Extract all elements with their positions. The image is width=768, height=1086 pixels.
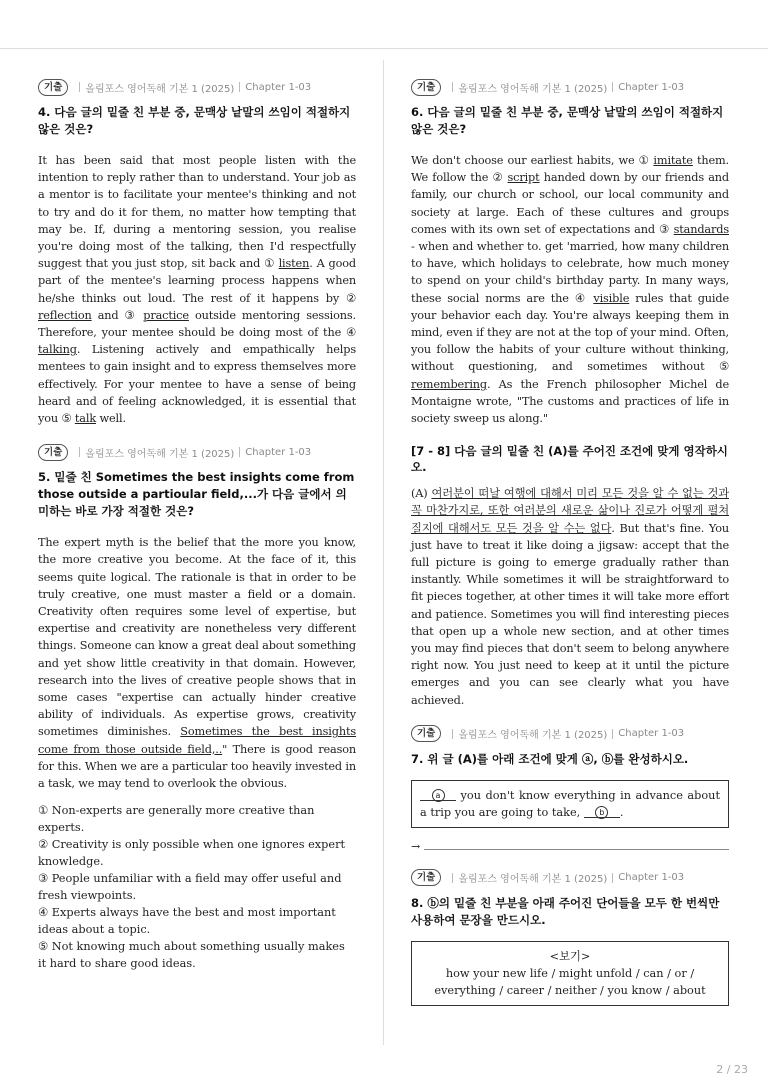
column-divider	[383, 60, 384, 1045]
blank-a[interactable]	[420, 789, 456, 801]
section-heading: [7 - 8] 다음 글의 밑줄 친 (A)를 주어진 조건에 맞게 영작하시오.	[411, 444, 728, 475]
answer-template-box: a you don't know everything in advance about a trip you are going to take, b .	[411, 780, 729, 828]
word-bank-words: how your new life / might unfold / can / or / everything / career / neither / you know / about	[434, 966, 706, 997]
chapter-label: Chapter 1-03	[245, 446, 312, 458]
word-bank-box	[411, 941, 729, 1006]
source-label: 올림포스 영어독해 기본 1 (2025)	[458, 83, 608, 95]
underlined-phrase: Sometimes the best insights come from those outside field,..	[38, 725, 356, 756]
answer-options	[38, 802, 356, 972]
question-title: 8. ⓑ의 밑줄 친 부분을 아래 주어진 단어들을 모두 한 번씩만 사용하여 문장을 만드시오.	[411, 895, 720, 927]
exam-badge: 기출	[411, 869, 441, 886]
left-column	[38, 78, 356, 988]
exam-badge: 기출	[38, 444, 68, 461]
circle-a-marker: a	[432, 789, 445, 802]
question-meta	[411, 78, 729, 96]
question-8	[411, 869, 729, 1006]
question-meta	[411, 725, 729, 743]
question-meta	[38, 443, 356, 461]
question-title: 5. 밑줄 친 Sometimes the best insights come from those outside a partioular field,...가 다음 글에서 의미하는 바로 가장 적절한 것은?	[38, 470, 355, 519]
passage-text: (A) 여러분이 떠날 여행에 대해서 미리 모든 것을 알 수 없는 것과 꼭 마찬가지로, 또한 여러분의 새로운 삶이나 진로가 어떻게 펼쳐질지에 대해서도 모든 것을 알 수는 없다. But that's fine. You just have to treat it like doing a jigsaw: accept that the full picture is going to emerge gradually rather than instantly. While sometimes it will be straightforward to fit pieces together, at other times it will take more effort and patience. Sometimes you will find interesting pieces that open up a whole new section, and at other times you may find pieces that don't seem to belong anywhere right now. You just need to keep at it until the picture emerges and you can see clearly what you have achieved.	[411, 487, 729, 707]
questions-7-8-passage	[411, 443, 729, 709]
question-4	[38, 78, 356, 427]
underlined-word: listen	[278, 257, 310, 271]
chapter-label: Chapter 1-03	[618, 81, 685, 93]
exam-badge: 기출	[411, 79, 441, 96]
question-meta	[38, 78, 356, 96]
arrow-icon: →	[411, 839, 421, 853]
page-number: 2 / 23	[716, 1063, 748, 1076]
source-label: 올림포스 영어독해 기본 1 (2025)	[458, 730, 608, 742]
answer-line[interactable]	[411, 840, 729, 853]
header-rule	[0, 48, 768, 49]
underlined-word: talking	[38, 343, 77, 357]
question-7	[411, 725, 729, 853]
chapter-label: Chapter 1-03	[245, 81, 312, 93]
right-column	[411, 78, 729, 1022]
exam-badge: 기출	[38, 79, 68, 96]
chapter-label: Chapter 1-03	[618, 872, 685, 884]
option-4: ④ Experts always have the best and most important ideas about a topic.	[38, 906, 336, 937]
underlined-word: practice	[143, 308, 189, 322]
underlined-word: reflection	[38, 308, 92, 322]
question-title: 4. 다음 글의 밑줄 친 부분 중, 문맥상 낱말의 쓰임이 적절하지 않은 것은?	[38, 105, 351, 136]
word-bank-title: <보기>	[549, 949, 591, 963]
source-label: 올림포스 영어독해 기본 1 (2025)	[85, 83, 235, 95]
question-5	[38, 443, 356, 972]
source-label: 올림포스 영어독해 기본 1 (2025)	[458, 874, 608, 886]
option-1: ① Non-experts are generally more creative than experts.	[38, 804, 315, 835]
source-label: 올림포스 영어독해 기본 1 (2025)	[85, 448, 235, 460]
option-3: ③ People unfamiliar with a field may offer useful and fresh viewpoints.	[38, 872, 342, 903]
option-2: ② Creativity is only possible when one ignores expert knowledge.	[38, 838, 346, 869]
question-meta	[411, 869, 729, 887]
underlined-word: imitate	[653, 154, 693, 167]
passage-text: We don't choose our earliest habits, we ① imitate them. We follow the ② script handed down by our friends and family, our church or school, our local community and society at large. Each of these cultures and groups comes with its own set of expectations and ③ standards - when and whether to. get 'married, how many children to have, which holidays to celebrate, how much money to spend on your child's birthday party. In many ways, these social norms are the ④ visible rules that guide your behavior each day. You're always keeping them in mind, even if they are not at the top of your mind. Often, you follow the habits of your culture without thinking, without questioning, and sometimes without ⑤ remembering. As the French philosopher Michel de Montaigne wrote, "The customs and practices of life in society sweep us along."	[411, 154, 729, 426]
exam-badge: 기출	[411, 725, 441, 742]
question-title: 6. 다음 글의 밑줄 친 부분 중, 문맥상 낱말의 쓰임이 적절하지 않은 것은?	[411, 105, 724, 136]
underlined-word: standards	[673, 222, 729, 236]
underlined-word: talk	[74, 412, 97, 426]
passage-text: The expert myth is the belief that the more you know, the more creative you become. At the face of it, this seems quite logical. The rationale is that in order to be truly creative, one must master a field or a domain. Creativity often requires some level of expertise, but expertise and creativity are nonetheless very different things. Someone can know a great deal about something and yet show little creativity in that domain. However, research into the lives of creative people shows that in some cases "expertise can actually hinder creative ability of individuals. As expertise grows, creativity sometimes diminishes. Sometimes the best insights come from those outside field,.." There is good reason for this. When we are a particular too heavily invested in a task, we may tend to overlook the obvious.	[38, 536, 356, 791]
chapter-label: Chapter 1-03	[618, 728, 685, 740]
blank-b[interactable]	[584, 806, 620, 818]
option-5: ⑤ Not knowing much about something usually makes it hard to share good ideas.	[38, 940, 345, 971]
passage-text: It has been said that most people listen with the intention to reply rather than to understand. Your job as a mentor is to facilitate your mentee's thinking and not to try and do it for them, no matter how tempting that may be. If, during a mentoring session, you realise you're doing most of the talking, then I'd respectfully suggest that you just stop, sit back and ① listen. A good part of the mentee's learning process happens when he/she thinks out loud. The rest of it happens by ② reflection and ③ practice outside mentoring sessions. Therefore, your mentee should be doing most of the ④ talking. Listening actively and empathically helps mentees to gain insight and to express themselves more effectively. For your mentee to have a sense of being heard and of feeling acknowledged, it is essential that you ⑤ talk well.	[38, 154, 357, 426]
circle-b-marker: b	[595, 806, 608, 819]
underlined-korean: 여러분이 떠날 여행에 대해서 미리 모든 것을 알 수 없는 것과 꼭 마찬가지로, 또한 여러분의 새로운 삶이나 진로가 어떻게 펼쳐질지에 대해서도 모든 것을 알 수는 없다	[411, 487, 729, 535]
underlined-word: visible	[593, 291, 630, 305]
question-title: 7. 위 글 (A)를 아래 조건에 맞게 ⓐ, ⓑ를 완성하시오.	[411, 751, 689, 766]
question-6	[411, 78, 729, 427]
underlined-word: script	[507, 171, 540, 185]
underlined-word: remembering	[411, 377, 487, 391]
